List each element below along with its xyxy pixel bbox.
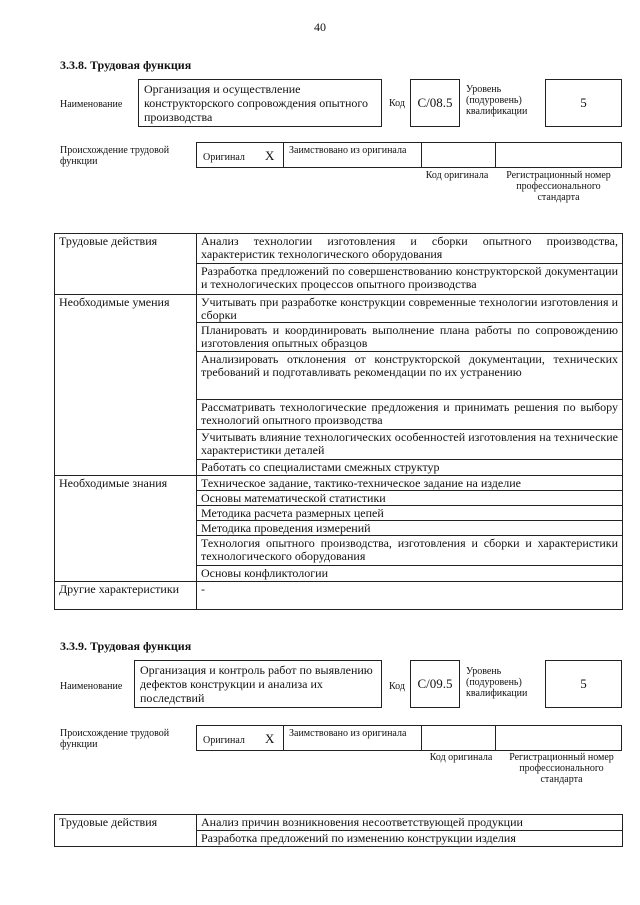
table-cell: Планировать и координировать выполнение плана работы по сопровождению изготовления опытных образцов: [197, 323, 623, 352]
function-name-box: Организация и контроль работ по выявлению дефектов конструкции и анализа их последствий: [134, 660, 382, 708]
table-cell: Основы конфликтологии: [197, 566, 623, 582]
table-cell: Учитывать влияние технологических особенностей изготовления на технические характеристики деталей: [197, 430, 623, 460]
code-label: Код: [389, 681, 405, 692]
table-cell: Основы математической статистики: [197, 491, 623, 506]
table-cell: Методика проведения измерений: [197, 521, 623, 536]
divider: [283, 143, 284, 167]
table-cell: Технология опытного производства, изготовления и сборки и характеристики технологического оборудования: [197, 536, 623, 566]
code-value-box: C/08.5: [410, 79, 460, 127]
row-label-other: Другие характеристики: [55, 582, 197, 610]
borrowed-label: Заимствовано из оригинала: [289, 145, 407, 156]
code-original-caption: Код оригинала: [429, 752, 493, 763]
table-cell: Анализировать отклонения от конструкторской документации, технических требований и подготавливать рекомендации по их устранению: [197, 352, 623, 400]
table-cell: Разработка предложений по изменению конструкции изделия: [197, 831, 623, 847]
row-label-labor-actions: Трудовые действия: [55, 815, 197, 847]
borrowed-label: Заимствовано из оригинала: [289, 728, 407, 739]
row-label-labor-actions: Трудовые действия: [55, 234, 197, 295]
divider: [495, 726, 496, 750]
page-number: 40: [314, 20, 326, 34]
table-cell: Разработка предложений по совершенствованию конструкторской документации и технологических процессов опытного производства: [197, 264, 623, 295]
section-heading: 3.3.9. Трудовая функция: [60, 639, 192, 653]
origin-label: Происхождение трудовой функции: [60, 145, 170, 167]
name-label: Наименование: [60, 681, 123, 692]
name-label: Наименование: [60, 99, 123, 110]
original-mark: X: [265, 731, 275, 746]
table-cell: -: [197, 582, 623, 610]
row-label-knowledge: Необходимые знания: [55, 476, 197, 582]
table-cell: Рассматривать технологические предложения и принимать решения по выбору технологий опытного производства: [197, 400, 623, 430]
divider: [495, 143, 496, 167]
code-label: Код: [389, 98, 405, 109]
origin-row: [196, 725, 622, 751]
level-label: Уровень (подуровень) квалификации: [466, 666, 528, 699]
table-cell: Учитывать при разработке конструкции современные технологии изготовления и сборки: [197, 295, 623, 323]
registration-caption: Регистрационный номер профессионального стандарта: [509, 752, 614, 785]
row-label-skills: Необходимые умения: [55, 295, 197, 476]
divider: [421, 143, 422, 167]
table-cell: Техническое задание, тактико-техническое задание на изделие: [197, 476, 623, 491]
level-value-box: 5: [545, 660, 622, 708]
origin-row: [196, 142, 622, 168]
original-label: Оригинал: [203, 152, 245, 163]
section-heading: 3.3.8. Трудовая функция: [60, 58, 192, 72]
origin-label: Происхождение трудовой функции: [60, 728, 170, 750]
requirements-table: [54, 233, 623, 610]
requirements-table: [54, 814, 623, 847]
table-cell: Методика расчета размерных цепей: [197, 506, 623, 521]
registration-caption: Регистрационный номер профессионального стандарта: [506, 170, 611, 203]
original-label: Оригинал: [203, 735, 245, 746]
function-name-box: Организация и осуществление конструкторского сопровождения опытного производства: [138, 79, 382, 127]
table-cell: Анализ причин возникновения несоответствующей продукции: [197, 815, 623, 831]
code-original-caption: Код оригинала: [425, 170, 489, 181]
table-cell: Работать со специалистами смежных структур: [197, 460, 623, 476]
level-value-box: 5: [545, 79, 622, 127]
table-cell: Анализ технологии изготовления и сборки опытного производства, характеристик технологического оборудования: [197, 234, 623, 264]
divider: [421, 726, 422, 750]
code-value-box: C/09.5: [410, 660, 460, 708]
original-mark: X: [265, 148, 275, 163]
divider: [283, 726, 284, 750]
level-label: Уровень (подуровень) квалификации: [466, 84, 528, 117]
